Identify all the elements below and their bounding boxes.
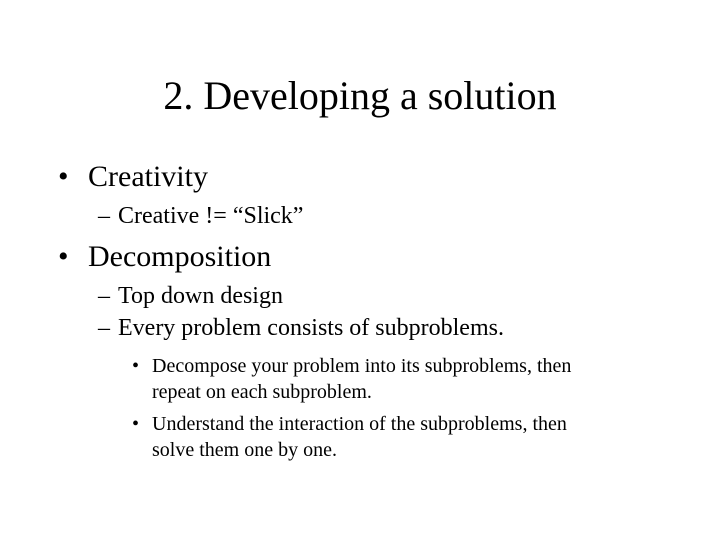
bullet-item-creativity (58, 160, 208, 194)
dash-marker: – (98, 283, 110, 309)
dash-marker: – (98, 315, 110, 341)
subsubbullet-item-understand-cont (132, 438, 337, 462)
slide-title: 2. Developing a solution (163, 73, 557, 118)
dash-marker: – (98, 203, 110, 229)
subsubbullet-text-line-1: Understand the interaction of the subproblems, then (152, 413, 567, 435)
subbullet-item-every-problem (98, 314, 504, 342)
subsubbullet-text-line-1: Decompose your problem into its subproblems, then (152, 355, 572, 377)
bullet-marker: • (132, 355, 140, 377)
bullet-text: Creativity (88, 160, 208, 193)
subbullet-item-creative-slick (98, 202, 303, 230)
subbullet-text: Every problem consists of subproblems. (118, 315, 504, 341)
subsubbullet-text-line-2: solve them one by one. (152, 439, 337, 461)
subsubbullet-item-decompose-cont (132, 380, 372, 404)
bullet-marker: • (58, 160, 69, 193)
subbullet-text: Top down design (118, 283, 283, 309)
bullet-marker: • (58, 240, 69, 273)
subbullet-text: Creative != “Slick” (118, 203, 304, 229)
bullet-item-decomposition (58, 240, 271, 274)
subsubbullet-item-decompose (132, 354, 571, 378)
subsubbullet-item-understand (132, 412, 567, 436)
subbullet-item-top-down (98, 282, 283, 310)
bullet-text: Decomposition (88, 240, 272, 273)
subsubbullet-text-line-2: repeat on each subproblem. (152, 381, 372, 403)
bullet-marker: • (132, 413, 140, 435)
